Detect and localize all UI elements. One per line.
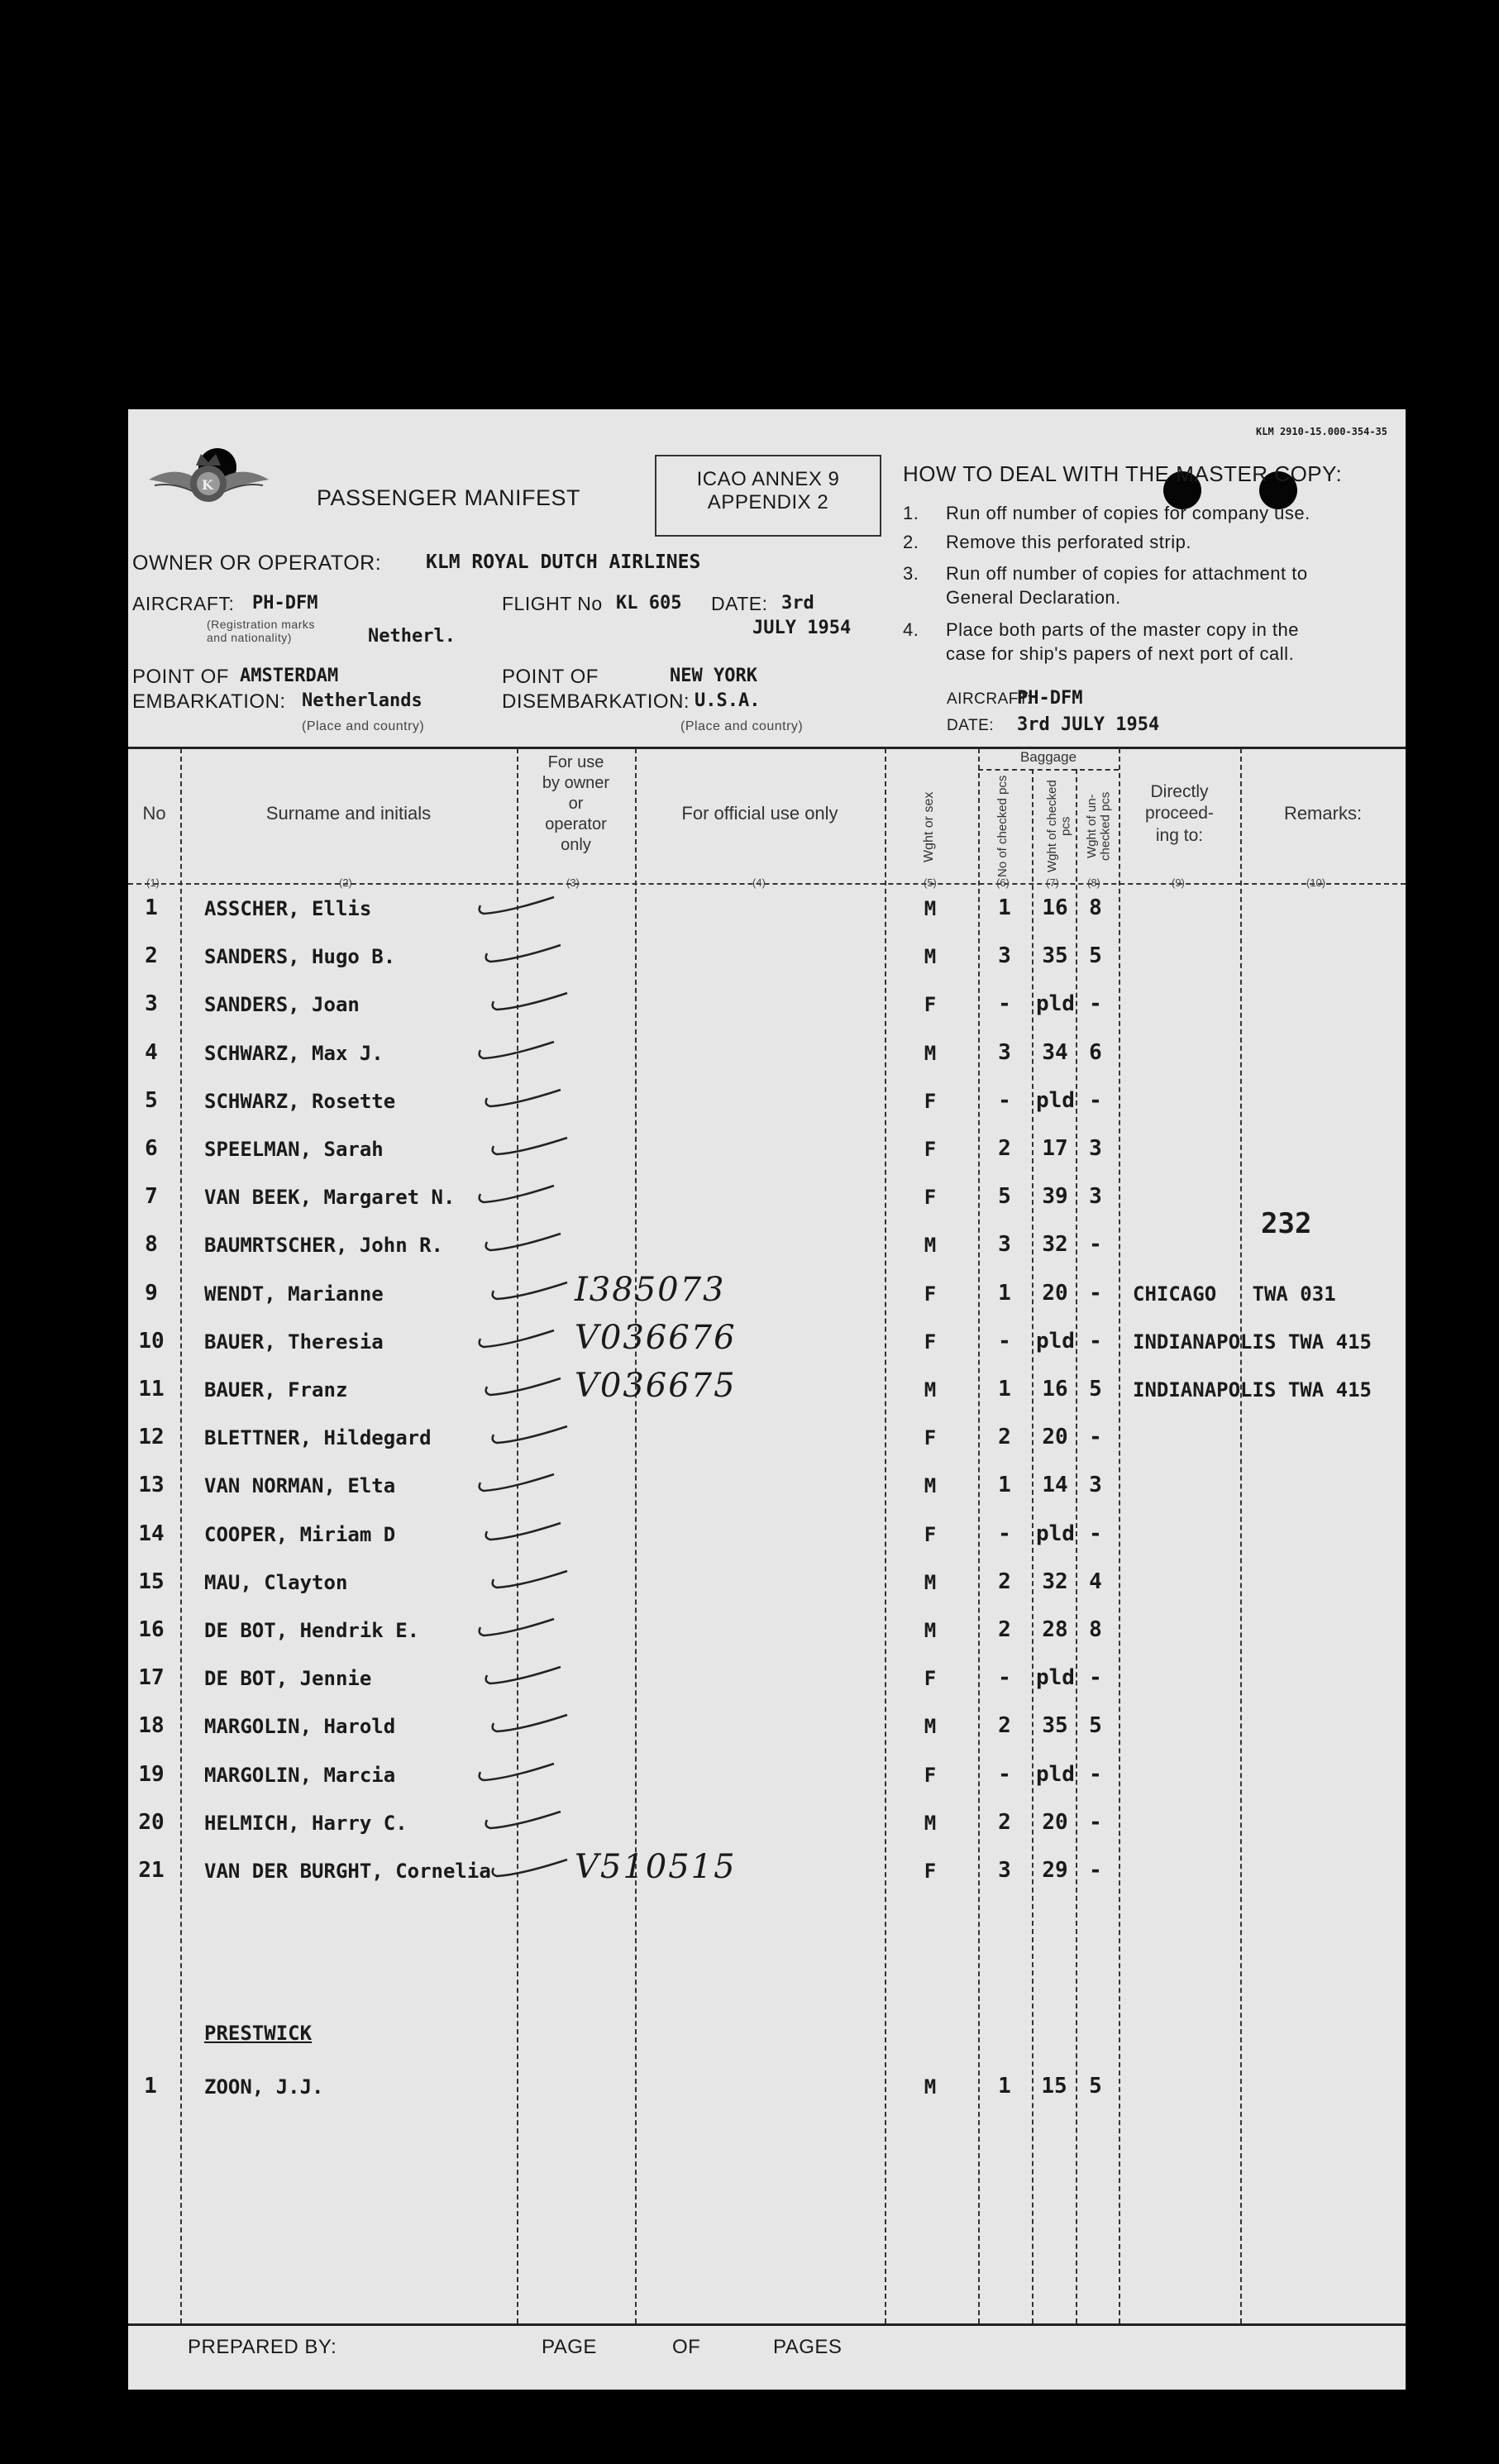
row-name: BLETTNER, Hildegard [204, 1426, 432, 1449]
row-no: 9 [145, 1281, 158, 1306]
col-num: (7) [1046, 876, 1059, 889]
row-no: 7 [145, 1184, 158, 1209]
extra-pcs: 1 [998, 2074, 1011, 2099]
aircraft-value: PH-DFM [252, 593, 318, 614]
row-official: V036675 [575, 1367, 737, 1405]
row-checked-pcs: 1 [998, 1377, 1011, 1402]
row-no: 18 [138, 1713, 165, 1738]
row-proceeding: INDIANAPOLIS TWA 415 [1133, 1378, 1372, 1402]
check-mark-icon [489, 1423, 571, 1448]
flight-label: FLIGHT No [502, 593, 603, 614]
row-name: VAN BEEK, Margaret N. [204, 1186, 456, 1209]
row-sex: M [924, 1234, 937, 1257]
row-checked-wght: 28 [1042, 1617, 1068, 1642]
col-num: (5) [924, 876, 937, 889]
row-no: 19 [138, 1762, 165, 1787]
svg-text:K: K [202, 477, 213, 493]
extra-wght: 15 [1041, 2074, 1067, 2099]
instruction-line: 1. Run off number of copies for company use. [903, 503, 1310, 523]
table-header-rule [128, 883, 1406, 885]
check-mark-icon [489, 1279, 571, 1304]
col-header-checked-pcs: No of checked pcs [995, 775, 1010, 878]
col-divider [885, 748, 886, 2323]
instruction-line: 3. Run off number of copies for attachment to [903, 563, 1308, 584]
row-checked-pcs: - [998, 1088, 1011, 1113]
row-no: 10 [138, 1329, 165, 1354]
embark-country: Netherlands [302, 690, 422, 711]
row-unchecked: - [1089, 1521, 1102, 1546]
row-checked-pcs: 2 [998, 1136, 1011, 1161]
row-sex: F [924, 1138, 937, 1161]
row-checked-pcs: - [998, 1521, 1011, 1546]
col-header-unchecked: Wght of un-checked pcs [1085, 791, 1113, 862]
row-checked-pcs: 5 [998, 1184, 1011, 1209]
extra-name: ZOON, J.J. [204, 2075, 324, 2099]
row-unchecked: 6 [1089, 1040, 1102, 1065]
row-name: COOPER, Miriam D [204, 1523, 396, 1546]
row-checked-pcs: 2 [998, 1810, 1011, 1835]
row-checked-pcs: 3 [998, 1858, 1011, 1883]
row-unchecked: - [1089, 1858, 1102, 1883]
row-checked-pcs: 3 [998, 943, 1011, 968]
instructions-heading: HOW TO DEAL WITH THE MASTER COPY: [903, 461, 1343, 486]
check-mark-icon [475, 1616, 558, 1640]
col-divider [1032, 769, 1034, 2323]
col-divider [1076, 769, 1077, 2323]
row-sex: F [924, 1667, 937, 1690]
row-no: 13 [138, 1473, 165, 1497]
row-no: 21 [138, 1858, 165, 1883]
row-checked-wght: 16 [1042, 1377, 1068, 1402]
row-name: SANDERS, Joan [204, 993, 360, 1016]
row-unchecked: 5 [1089, 1713, 1102, 1738]
row-sex: M [924, 945, 937, 968]
check-mark-icon [482, 1230, 565, 1255]
flight-value: KL 605 [616, 593, 682, 614]
row-checked-wght: 35 [1042, 943, 1068, 968]
row-name: MARGOLIN, Harold [204, 1715, 396, 1738]
row-unchecked: - [1089, 1232, 1102, 1257]
row-no: 1 [145, 895, 158, 920]
manifest-title: PASSENGER MANIFEST [317, 485, 581, 510]
row-name: SPEELMAN, Sarah [204, 1138, 384, 1161]
row-sex: F [924, 1282, 937, 1306]
check-mark-icon [482, 1086, 565, 1111]
col-num: (2) [339, 876, 352, 889]
row-checked-wght: 34 [1042, 1040, 1068, 1065]
col-divider [978, 748, 980, 2323]
row-sex: M [924, 1474, 937, 1497]
row-checked-wght: 32 [1042, 1569, 1068, 1594]
disembark-country: U.S.A. [695, 690, 761, 711]
embark-label2: EMBARKATION: [132, 690, 286, 713]
col-num: (4) [752, 876, 766, 889]
row-checked-pcs: 3 [998, 1232, 1011, 1257]
row-checked-pcs: 2 [998, 1569, 1011, 1594]
aircraft-sub1: (Registration marks [207, 618, 315, 631]
disembark-label1: POINT OF [502, 666, 599, 688]
icao-appendix: APPENDIX 2 [707, 491, 829, 513]
row-no: 3 [145, 991, 158, 1016]
row-name: BAUER, Theresia [204, 1330, 384, 1354]
check-mark-icon [482, 1808, 565, 1833]
row-no: 6 [145, 1136, 158, 1161]
check-mark-icon [482, 1664, 565, 1688]
row-unchecked: - [1089, 1281, 1102, 1306]
check-mark-icon [489, 1712, 571, 1736]
extra-sex: M [924, 2075, 937, 2099]
col-header-no: No [142, 803, 166, 824]
row-unchecked: 4 [1089, 1569, 1102, 1594]
row-no: 8 [145, 1232, 158, 1257]
row-name: BAUER, Franz [204, 1378, 348, 1402]
row-official: V510515 [575, 1848, 737, 1886]
check-mark-icon [475, 894, 558, 919]
check-mark-icon [489, 990, 571, 1015]
instr-aircraft-value: PH-DFM [1017, 688, 1083, 709]
row-sex: M [924, 1812, 937, 1835]
row-checked-wght: 32 [1042, 1232, 1068, 1257]
col-divider [1119, 748, 1120, 2323]
row-sex: F [924, 1523, 937, 1546]
footer-rule [128, 2323, 1406, 2326]
row-checked-wght: 16 [1042, 895, 1068, 920]
aircraft-label: AIRCRAFT: [132, 593, 235, 614]
form-code: KLM 2910-15.000-354-35 [1256, 426, 1387, 437]
owner-value: KLM ROYAL DUTCH AIRLINES [426, 552, 701, 573]
row-checked-pcs: - [998, 1665, 1011, 1690]
row-sex: M [924, 1042, 937, 1065]
row-checked-pcs: 2 [998, 1425, 1011, 1449]
row-checked-pcs: 3 [998, 1040, 1011, 1065]
col-divider [635, 748, 637, 2323]
check-mark-icon [475, 1471, 558, 1496]
row-sex: F [924, 1426, 937, 1449]
row-sex: F [924, 1330, 937, 1354]
row-unchecked: 3 [1089, 1184, 1102, 1209]
date-value2: JULY 1954 [752, 618, 852, 638]
row-unchecked: 3 [1089, 1473, 1102, 1497]
page-label: PAGE [542, 2336, 597, 2358]
row-checked-wght: 39 [1042, 1184, 1068, 1209]
row-name: BAUMRTSCHER, John R. [204, 1234, 443, 1257]
check-mark-icon [482, 1520, 565, 1545]
check-mark-icon [482, 1375, 565, 1400]
row-unchecked: 3 [1089, 1136, 1102, 1161]
icao-annex: ICAO ANNEX 9 [696, 468, 840, 490]
col-divider [1240, 748, 1242, 2323]
row-checked-pcs: 2 [998, 1713, 1011, 1738]
row-no: 20 [138, 1810, 165, 1835]
row-no: 4 [145, 1040, 158, 1065]
row-proceeding: CHICAGO TWA 031 [1133, 1282, 1336, 1306]
check-mark-icon [475, 1327, 558, 1352]
row-checked-pcs: 1 [998, 895, 1011, 920]
row-sex: F [924, 1090, 937, 1113]
row-checked-wght: 14 [1042, 1473, 1068, 1497]
instr-aircraft-label: AIRCRAFT: [947, 690, 1032, 708]
row-unchecked: - [1089, 1810, 1102, 1835]
row-checked-wght: 35 [1042, 1713, 1068, 1738]
row-checked-wght: pld [1036, 1088, 1075, 1113]
row-checked-wght: pld [1036, 1329, 1075, 1354]
check-mark-icon [475, 1182, 558, 1207]
row-name: SCHWARZ, Max J. [204, 1042, 384, 1065]
extra-no: 1 [144, 2074, 157, 2099]
row-no: 11 [138, 1377, 165, 1402]
row-checked-wght: 17 [1042, 1136, 1068, 1161]
row-sex: M [924, 1378, 937, 1402]
check-mark-icon [489, 1856, 571, 1881]
row-name: DE BOT, Hendrik E. [204, 1619, 420, 1642]
instr-date-value: 3rd JULY 1954 [1017, 714, 1160, 735]
col-header-wght-sex: Wght or sex [922, 791, 936, 862]
row-checked-pcs: 1 [998, 1473, 1011, 1497]
aircraft-sub2: and nationality) [207, 631, 292, 644]
row-official: V036676 [575, 1319, 737, 1357]
row-name: WENDT, Marianne [204, 1282, 384, 1306]
col-header-surname: Surname and initials [265, 803, 432, 824]
row-sex: M [924, 1619, 937, 1642]
instruction-line: General Declaration. [946, 587, 1121, 608]
row-name: MARGOLIN, Marcia [204, 1764, 396, 1787]
row-name: VAN DER BURGHT, Cornelia [204, 1860, 491, 1883]
section-prestwick: PRESTWICK [204, 2022, 313, 2045]
row-checked-pcs: - [998, 991, 1011, 1016]
row-unchecked: 5 [1089, 1377, 1102, 1402]
row-unchecked: 8 [1089, 895, 1102, 920]
date-value1: 3rd [781, 593, 814, 614]
row-unchecked: - [1089, 1665, 1102, 1690]
instruction-line: 4. Place both parts of the master copy in the [903, 619, 1300, 640]
instruction-line: 2. Remove this perforated strip. [903, 532, 1191, 552]
row-checked-pcs: - [998, 1762, 1011, 1787]
row-unchecked: - [1089, 1329, 1102, 1354]
row-checked-wght: pld [1036, 1762, 1075, 1787]
extra-unch: 5 [1089, 2074, 1102, 2099]
col-header-checked-wght: Wght of checked pcs [1045, 780, 1073, 873]
embark-city: AMSTERDAM [240, 666, 339, 686]
row-official: I385073 [575, 1271, 726, 1309]
row-unchecked: - [1089, 1088, 1102, 1113]
row-name: ASSCHER, Ellis [204, 897, 372, 920]
manifest-sheet [128, 409, 1406, 2390]
nationality-value: Netherl. [368, 626, 456, 647]
row-checked-wght: pld [1036, 1521, 1075, 1546]
col-header-proceeding: Directly proceed- ing to: [1145, 782, 1214, 845]
row-sex: M [924, 897, 937, 920]
row-sex: M [924, 1571, 937, 1594]
col-num: (3) [566, 876, 580, 889]
row-checked-wght: 20 [1042, 1810, 1068, 1835]
col-num: (1) [146, 876, 160, 889]
of-label: OF [672, 2336, 701, 2358]
row-no: 16 [138, 1617, 165, 1642]
prepared-by: PREPARED BY: [188, 2336, 337, 2358]
row-sex: M [924, 1715, 937, 1738]
row-name: SANDERS, Hugo B. [204, 945, 396, 968]
row-unchecked: 8 [1089, 1617, 1102, 1642]
row-unchecked: - [1089, 1762, 1102, 1787]
col-divider [180, 748, 182, 2323]
row-checked-pcs: 1 [998, 1281, 1011, 1306]
instruction-line: case for ship's papers of next port of call. [946, 643, 1295, 664]
remark-number: 232 [1261, 1207, 1312, 1240]
row-sex: F [924, 1764, 937, 1787]
row-sex: F [924, 1860, 937, 1883]
col-header-remarks: Remarks: [1283, 803, 1363, 824]
embark-label1: POINT OF [132, 666, 229, 688]
row-no: 17 [138, 1665, 165, 1690]
disembark-city: NEW YORK [670, 666, 757, 686]
row-sex: F [924, 1186, 937, 1209]
row-sex: F [924, 993, 937, 1016]
row-unchecked: - [1089, 1425, 1102, 1449]
pages-label: PAGES [773, 2336, 843, 2358]
disembark-place-note: (Place and country) [680, 719, 804, 733]
row-name: SCHWARZ, Rosette [204, 1090, 396, 1113]
row-checked-pcs: 2 [998, 1617, 1011, 1642]
owner-label: OWNER OR OPERATOR: [132, 552, 382, 575]
row-name: HELMICH, Harry C. [204, 1812, 408, 1835]
check-mark-icon [475, 1760, 558, 1785]
date-label: DATE: [711, 593, 768, 614]
icao-box [655, 455, 881, 537]
disembark-label2: DISEMBARKATION: [502, 690, 690, 713]
row-unchecked: 5 [1089, 943, 1102, 968]
row-proceeding: INDIANAPOLIS TWA 415 [1133, 1330, 1372, 1354]
row-name: VAN NORMAN, Elta [204, 1474, 396, 1497]
col-header-official: For official use only [681, 803, 838, 824]
row-no: 2 [145, 943, 158, 968]
row-checked-pcs: - [998, 1329, 1011, 1354]
row-no: 12 [138, 1425, 165, 1449]
row-name: MAU, Clayton [204, 1571, 348, 1594]
row-no: 14 [138, 1521, 165, 1546]
row-name: DE BOT, Jennie [204, 1667, 372, 1690]
col-num: (6) [996, 876, 1010, 889]
klm-crown-logo [145, 442, 273, 513]
row-no: 15 [138, 1569, 165, 1594]
col-header-owner-use: For use by owner or operator only [542, 753, 610, 854]
col-num: (10) [1306, 876, 1326, 889]
row-checked-wght: pld [1036, 991, 1075, 1016]
row-checked-wght: pld [1036, 1665, 1075, 1690]
check-mark-icon [482, 942, 565, 967]
row-checked-wght: 20 [1042, 1425, 1068, 1449]
instructions-list [903, 499, 1391, 666]
row-checked-wght: 29 [1042, 1858, 1068, 1883]
table-top-rule [128, 747, 1406, 749]
row-unchecked: - [1089, 991, 1102, 1016]
embark-place-note: (Place and country) [302, 719, 425, 733]
col-num: (8) [1087, 876, 1100, 889]
baggage-rule [978, 769, 1119, 771]
instr-date-label: DATE: [947, 717, 995, 734]
row-checked-wght: 20 [1042, 1281, 1068, 1306]
col-num: (9) [1172, 876, 1185, 889]
check-mark-icon [475, 1039, 558, 1063]
col-header-baggage: Baggage [1019, 749, 1077, 765]
check-mark-icon [489, 1134, 571, 1159]
check-mark-icon [489, 1568, 571, 1593]
row-no: 5 [145, 1088, 158, 1113]
